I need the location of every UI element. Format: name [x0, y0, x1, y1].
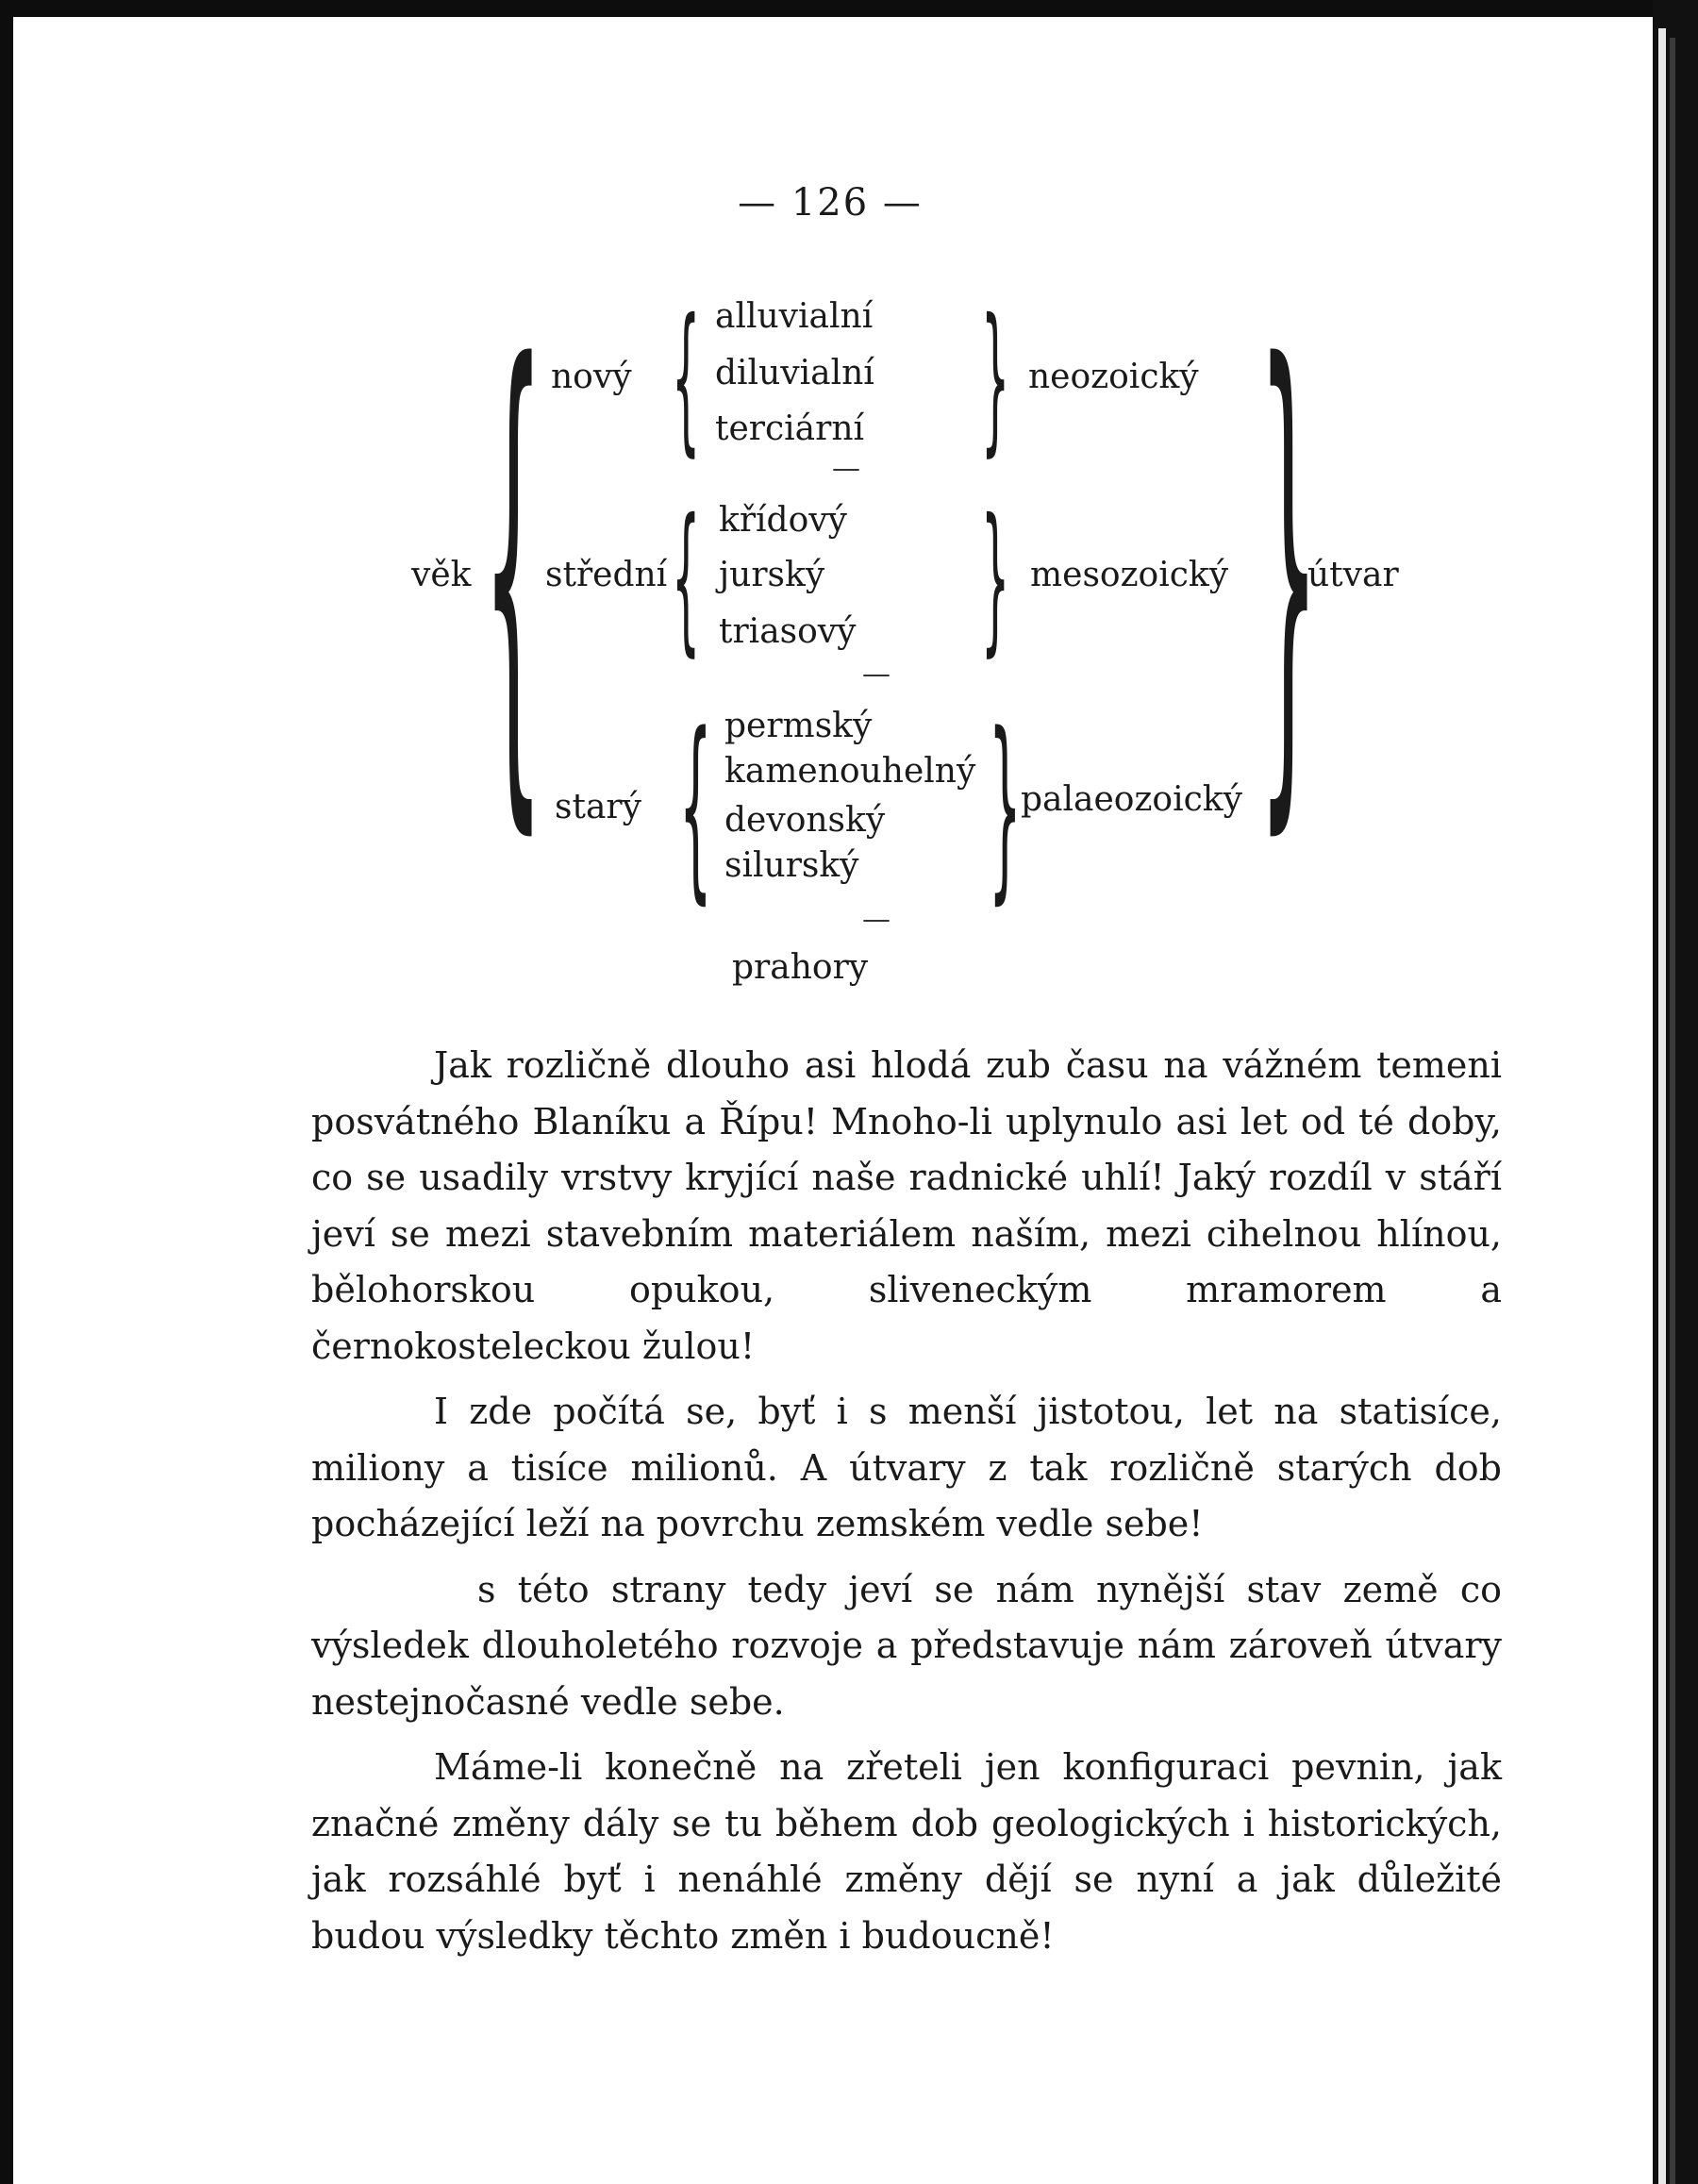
- era-label-neozoic: neozoický: [1028, 358, 1199, 396]
- paragraph: I zde počítá se, byť i s menší jistotou, let na statisíce, miliony a tisíce milionů. A útvary z tak rozličně starých dob pocházející leží na povrchu zemském vedle sebe!: [311, 1391, 1502, 1544]
- formation-left-brace-icon: {: [679, 691, 712, 922]
- formation-item: silurský: [724, 846, 859, 885]
- separator-dash: —: [832, 452, 860, 485]
- formation-item: devonský: [724, 801, 886, 840]
- formation-item: jurský: [719, 556, 825, 594]
- formation-item: křídový: [719, 501, 847, 540]
- era-right-brace-icon: }: [981, 285, 1010, 472]
- result-label: útvar: [1307, 556, 1399, 594]
- formation-left-brace-icon: {: [672, 485, 701, 672]
- outer-left-brace-icon: {: [483, 260, 544, 875]
- formation-item: alluvialní: [715, 297, 874, 336]
- era-right-brace-icon: }: [981, 485, 1010, 672]
- era-right-brace-icon: }: [989, 691, 1022, 922]
- era-label-palaeozoic: palaeozoický: [1021, 780, 1242, 819]
- paragraph: Jak rozličně dlouho asi hlodá zub času na vážném temeni posvátného Blaníku a Řípu! Mnoho-li uplynulo asi let od té doby, co se usadily vrstvy kryjící naše radnické uhlí! Jaký rozdíl v stáří jeví se mezi stavebním materiálem naším, mezi cihelnou hlínou, bělohorskou opukou, sliveneckým mramorem a černokosteleckou žulou!: [311, 1044, 1502, 1367]
- formation-item: terciární: [715, 409, 865, 448]
- age-label-middle: střední: [545, 556, 668, 594]
- formation-left-brace-icon: {: [672, 285, 701, 472]
- outer-right-brace-icon: }: [1258, 260, 1320, 875]
- geological-scheme: [0, 0, 1660, 1019]
- paragraph: Máme-li konečně na zřeteli jen konfiguraci pevnin, jak značné změny dály se tu během dob geologických i historických, jak rozsáhlé byť i nenáhlé změny dějí se nyní a jak důležité budou výsledky těchto změn i budoucně!: [311, 1746, 1502, 1957]
- age-label-old: starý: [555, 788, 641, 826]
- paragraph: s této strany tedy jeví se nám nynější stav země co výsledek dlouholetého rozvoje a představuje nám zároveň útvary nestejnočasné vedle sebe.: [311, 1568, 1502, 1723]
- formation-item: diluvialní: [715, 354, 874, 392]
- separator-dash: —: [862, 658, 891, 691]
- scan-edge-shadow: [1670, 38, 1675, 2184]
- formation-item: kamenouhelný: [724, 752, 976, 791]
- formation-item: triasový: [719, 612, 857, 651]
- separator-dash: —: [862, 903, 891, 936]
- root-label: věk: [411, 556, 472, 594]
- base-label: prahory: [732, 948, 869, 987]
- formation-item: permský: [724, 707, 873, 745]
- body-text: [311, 1038, 1502, 1974]
- page-number: — 126 —: [738, 181, 923, 225]
- age-label-new: nový: [551, 358, 632, 396]
- era-label-mesozoic: mesozoický: [1030, 556, 1229, 594]
